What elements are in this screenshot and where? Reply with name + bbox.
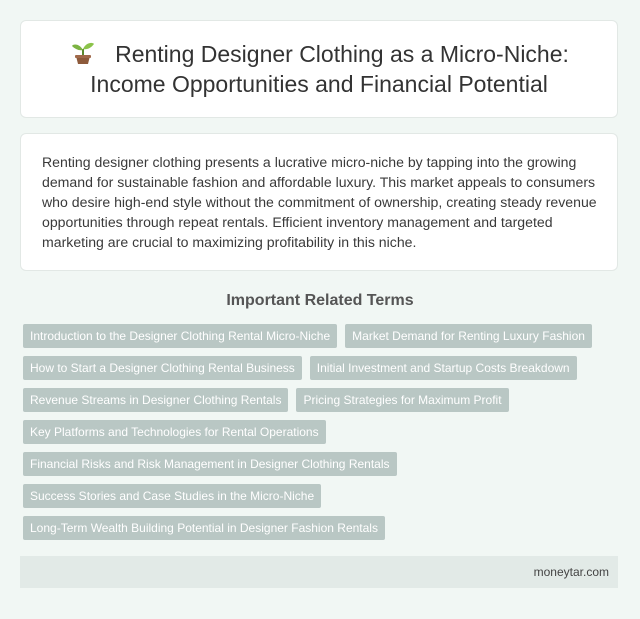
footer-site-link[interactable]: moneytar.com	[533, 565, 609, 579]
tag-row	[23, 388, 623, 412]
tag-row	[23, 484, 623, 508]
related-term-tag[interactable]: Financial Risks and Risk Management in Designer Clothing Rentals	[23, 452, 397, 476]
related-term-tag[interactable]: Success Stories and Case Studies in the Micro-Niche	[23, 484, 321, 508]
related-term-tag[interactable]: How to Start a Designer Clothing Rental Business	[23, 356, 302, 380]
intro-text: Renting designer clothing presents a lucrative micro-niche by tapping into the growing demand for sustainable fashion and affordable luxury. This market appeals to consumers who desire high-end style without the commitment of ownership, creating steady revenue opportunities through repeat rentals. Efficient inventory management and targeted marketing are crucial to maximizing profitability in this niche.	[42, 154, 597, 250]
intro-card	[20, 133, 618, 271]
tag-row	[23, 356, 623, 380]
page-title	[39, 39, 599, 99]
related-term-tag[interactable]: Market Demand for Renting Luxury Fashion	[345, 324, 592, 348]
related-term-tag[interactable]: Pricing Strategies for Maximum Profit	[296, 388, 508, 412]
sprout-icon	[69, 39, 97, 65]
related-term-tag[interactable]: Long-Term Wealth Building Potential in Designer Fashion Rentals	[23, 516, 385, 540]
related-term-tag[interactable]: Initial Investment and Startup Costs Breakdown	[310, 356, 577, 380]
title-card	[20, 20, 618, 118]
footer	[20, 556, 618, 588]
tag-row	[23, 516, 623, 540]
related-terms-list	[23, 324, 623, 548]
related-term-tag[interactable]: Introduction to the Designer Clothing Rental Micro-Niche	[23, 324, 337, 348]
tag-row	[23, 452, 623, 476]
page-title-text: Renting Designer Clothing as a Micro-Niche: Income Opportunities and Financial Potential	[90, 41, 569, 97]
tag-row	[23, 324, 623, 348]
tag-row	[23, 420, 623, 444]
related-term-tag[interactable]: Key Platforms and Technologies for Rental Operations	[23, 420, 326, 444]
related-term-tag[interactable]: Revenue Streams in Designer Clothing Rentals	[23, 388, 288, 412]
related-terms-heading: Important Related Terms	[226, 292, 414, 309]
